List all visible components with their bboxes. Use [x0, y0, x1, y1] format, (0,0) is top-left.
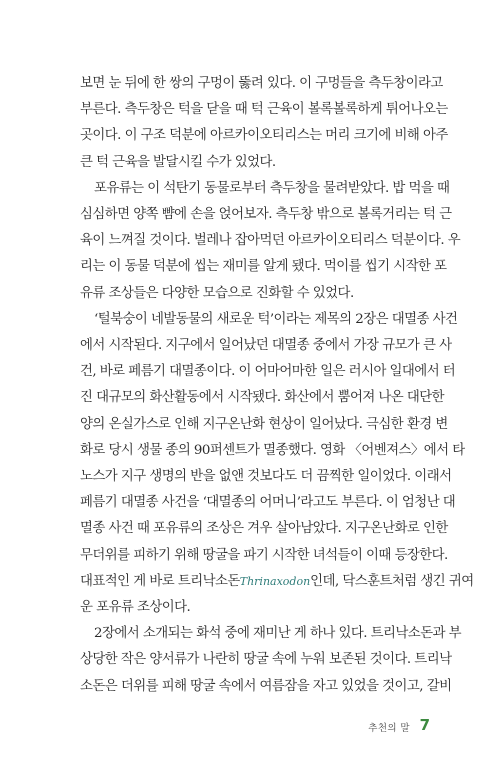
- text-line: 양의 온실가스로 인해 지구온난화 현상이 일어났다. 극심한 환경 변: [80, 417, 448, 432]
- text-line: 리는 이 동물 덕분에 씹는 재미를 알게 됐다. 먹이를 씹기 시작한 포: [80, 259, 447, 274]
- text-line: 진 대규모의 화산활동에서 시작됐다. 화산에서 뿜어져 나온 대단한: [80, 390, 445, 405]
- text-line: 육이 느껴질 것이다. 벌레나 잡아먹던 아르카이오티리스 덕분이다. 우: [80, 233, 461, 248]
- text-line: 운 포유류 조상이다.: [80, 600, 191, 615]
- text-line: 페름기 대멸종 사건을 ‘대멸종의 어머니’라고도 부른다. 이 엄청난 대: [80, 495, 456, 510]
- text-line: 건, 바로 페름기 대멸종이다. 이 어마어마한 일은 러시아 일대에서 터: [80, 364, 456, 379]
- page-footer: [80, 718, 430, 738]
- text-line: 심심하면 양쪽 뺨에 손을 얹어보자. 측두창 밖으로 볼록거리는 턱 근: [80, 207, 452, 222]
- text-line: 보면 눈 뒤에 한 쌍의 구멍이 뚫려 있다. 이 구멍들을 측두창이라고: [80, 76, 443, 91]
- text-line: 소돈은 더위를 피해 땅굴 속에서 여름잠을 자고 있었을 것이고, 갈비: [80, 679, 452, 694]
- paragraph-first-line: ‘털북숭이 네발동물의 새로운 턱’이라는 제목의 2장은 대멸종 사건: [94, 312, 458, 327]
- text-line: 곳이다. 이 구조 덕분에 아르카이오티리스는 머리 크기에 비해 아주: [80, 128, 448, 143]
- text-line: 유류 조상들은 다양한 모습으로 진화할 수 있었다.: [80, 286, 354, 301]
- page-number: 7: [419, 716, 430, 734]
- text-line-with-latin: [80, 572, 474, 592]
- running-footer-label: 추천의 말: [368, 723, 410, 734]
- text-segment: 인데, 닥스훈트처럼 생긴 귀여: [310, 574, 474, 589]
- text-line: 화로 당시 생물 종의 90퍼센트가 멸종했다. 영화 〈어벤져스〉에서 타: [80, 443, 465, 458]
- text-line: 상당한 작은 양서류가 나란히 땅굴 속에 누워 보존된 것이다. 트리낙: [80, 652, 452, 667]
- text-line: 큰 턱 근육을 발달시킬 수가 있었다.: [80, 155, 276, 170]
- text-segment: 대표적인 게 바로 트리낙소돈: [80, 574, 240, 589]
- text-line: 멸종 사건 때 포유류의 조상은 겨우 살아남았다. 지구온난화로 인한: [80, 521, 448, 536]
- paragraph-first-line: 포유류는 이 석탄기 동물로부터 측두창을 물려받았다. 밥 먹을 때: [94, 181, 450, 196]
- paragraph-first-line: 2장에서 소개되는 화석 중에 재미난 게 하나 있다. 트리낙소돈과 부: [94, 626, 462, 641]
- text-line: 노스가 지구 생명의 반을 없앤 것보다도 더 끔찍한 일이었다. 이래서: [80, 469, 452, 484]
- text-line: 에서 시작된다. 지구에서 일어났던 대멸종 중에서 가장 규모가 큰 사: [80, 338, 452, 353]
- latin-name: Thrinaxodon: [239, 575, 311, 588]
- text-line: 부른다. 측두창은 턱을 닫을 때 턱 근육이 볼록볼록하게 튀어나오는: [80, 102, 448, 117]
- text-line: 무더위를 피하기 위해 땅굴을 파기 시작한 녀석들이 이때 등장한다.: [80, 548, 448, 563]
